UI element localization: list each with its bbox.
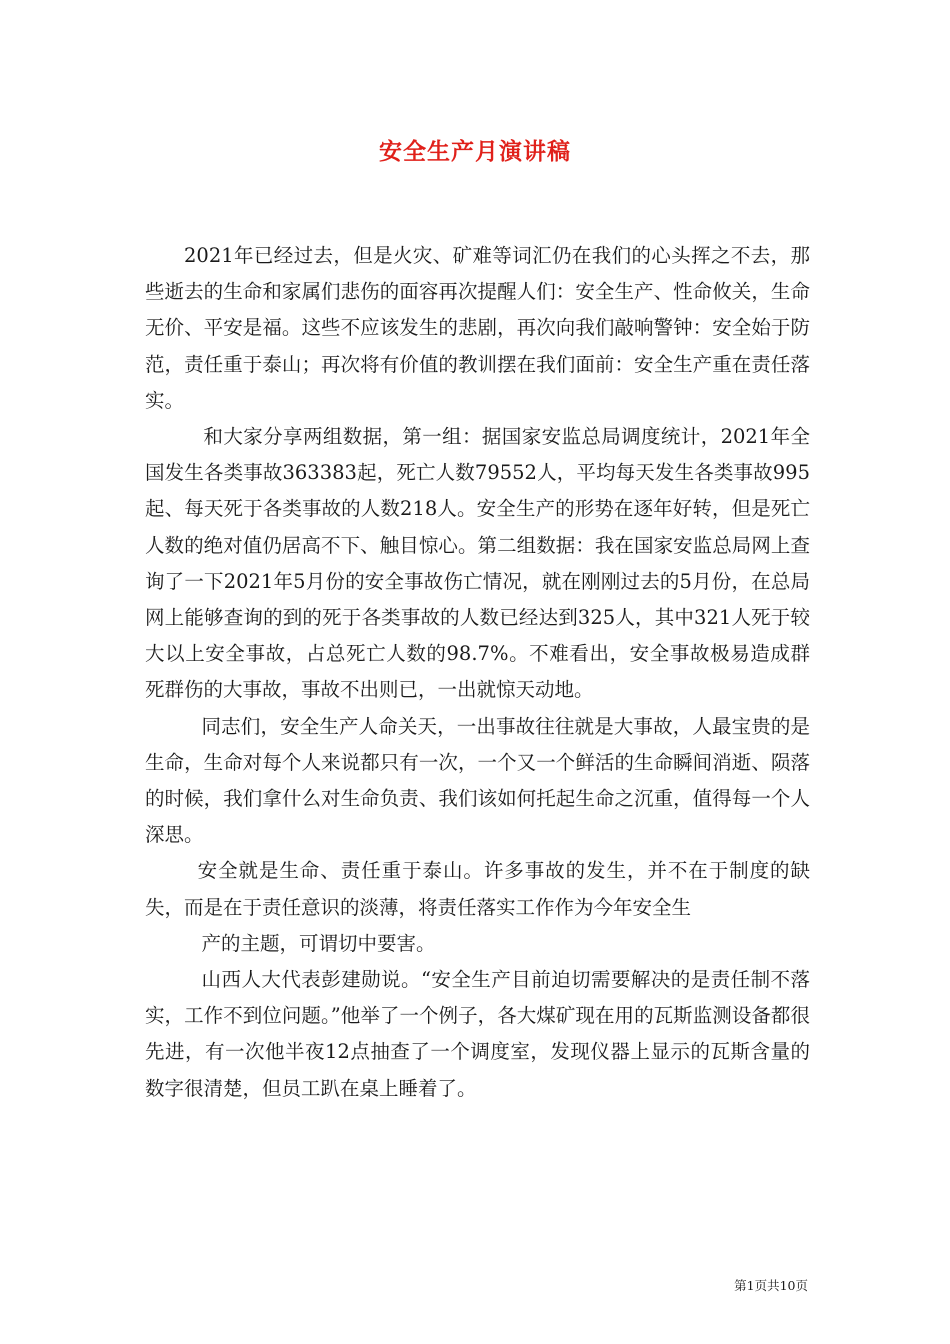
- document-body: [145, 238, 810, 1107]
- paragraph-3: 同志们，安全生产人命关天，一出事故往往就是大事故，人最宝贵的是生命，生命对每个人来说都只有一次，一个又一个鲜活的生命瞬间消逝、陨落的时候，我们拿什么对生命负责、我们该如何托起生命之沉重，值得每一个人深思。: [145, 714, 810, 847]
- paragraph-5: 产的主题，可谓切中要害。: [201, 931, 436, 955]
- paragraph-6: 山西人大代表彭建勋说。“安全生产目前迫切需要解决的是责任制不落实，工作不到位问题。”他举了一个例子，各大煤矿现在用的瓦斯监测设备都很先进，有一次他半夜12点抽查了一个调度室，发现仪器上显示的瓦斯含量的数字很清楚，但员工趴在桌上睡着了。: [145, 968, 810, 1100]
- paragraph-1: 2021年已经过去，但是火灾、矿难等词汇仍在我们的心头挥之不去，那些逝去的生命和家属们悲伤的面容再次提醒人们：安全生产、性命攸关，生命无价、平安是福。这些不应该发生的悲剧，再次向我们敲响警钟：安全始于防范，责任重于泰山；再次将有价值的教训摆在我们面前：安全生产重在责任落实。: [145, 244, 810, 412]
- document-title: 安全生产月演讲稿: [379, 138, 571, 165]
- paragraph-2: 和大家分享两组数据，第一组：据国家安监总局调度统计，2021年全国发生各类事故363383起，死亡人数79552人，平均每天发生各类事故995起、每天死于各类事故的人数218人。安全生产的形势在逐年好转，但是死亡人数的绝对值仍居高不下、触目惊心。第二组数据：我在国家安监总局网上查询了一下2021年5月份的安全事故伤亡情况，就在刚刚过去的5月份，在总局网上能够查询的到的死于各类事故的人数已经达到325人，其中321人死于较大以上安全事故，占总死亡人数的98.7%。不难看出，安全事故极易造成群死群伤的大事故，事故不出则已，一出就惊天动地。: [145, 425, 810, 702]
- page-number-footer: 第1页共10页: [734, 1278, 808, 1293]
- paragraph-4: 安全就是生命、责任重于泰山。许多事故的发生，并不在于制度的缺失，而是在于责任意识的淡薄，将责任落实工作作为今年安全生: [145, 859, 810, 919]
